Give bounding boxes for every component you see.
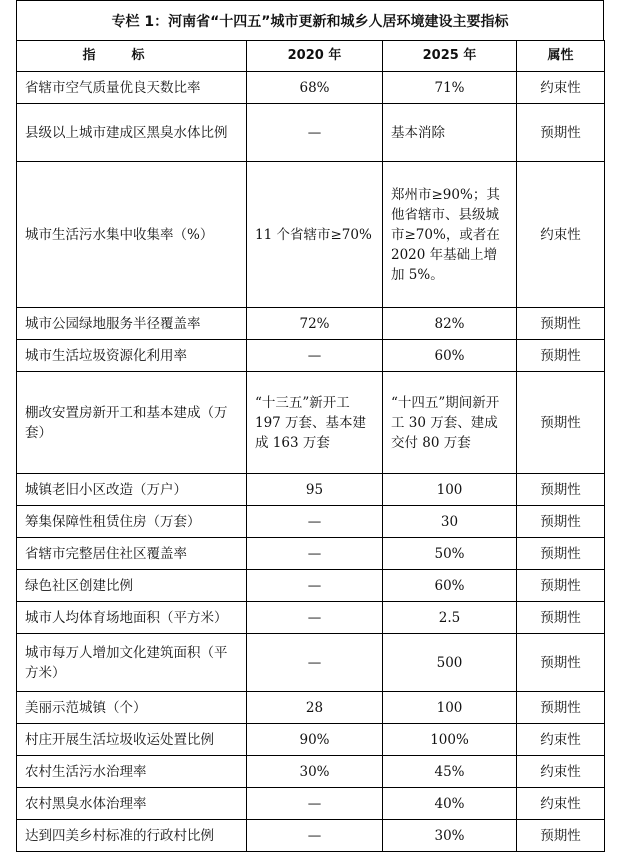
value-2025: 2.5 bbox=[383, 602, 517, 634]
value-2020: 28 bbox=[247, 692, 383, 724]
table-row bbox=[17, 506, 605, 538]
attribute: 约束性 bbox=[517, 724, 605, 756]
indicator-name: 城市公园绿地服务半径覆盖率 bbox=[17, 308, 247, 340]
value-2020: — bbox=[247, 538, 383, 570]
table-row bbox=[17, 634, 605, 692]
table-row bbox=[17, 474, 605, 506]
value-2020: 68% bbox=[247, 72, 383, 104]
value-2025: 30 bbox=[383, 506, 517, 538]
value-2020: — bbox=[247, 788, 383, 820]
header-indicator: 指标 bbox=[17, 41, 247, 72]
value-2025: 100% bbox=[383, 724, 517, 756]
table-row bbox=[17, 308, 605, 340]
indicator-name: 美丽示范城镇（个） bbox=[17, 692, 247, 724]
value-2020: — bbox=[247, 104, 383, 162]
value-2020: 11 个省辖市≥70% bbox=[247, 162, 383, 308]
indicator-name: 县级以上城市建成区黑臭水体比例 bbox=[17, 104, 247, 162]
value-2020: 95 bbox=[247, 474, 383, 506]
attribute: 预期性 bbox=[517, 372, 605, 474]
value-2025: 100 bbox=[383, 474, 517, 506]
indicator-name: 农村生活污水治理率 bbox=[17, 756, 247, 788]
value-2020: — bbox=[247, 634, 383, 692]
table-row bbox=[17, 724, 605, 756]
indicator-name: 棚改安置房新开工和基本建成（万套） bbox=[17, 372, 247, 474]
table-row bbox=[17, 692, 605, 724]
indicator-name: 城市每万人增加文化建筑面积（平方米） bbox=[17, 634, 247, 692]
value-2020: — bbox=[247, 506, 383, 538]
attribute: 预期性 bbox=[517, 602, 605, 634]
attribute: 约束性 bbox=[517, 72, 605, 104]
attribute: 预期性 bbox=[517, 820, 605, 852]
attribute: 预期性 bbox=[517, 570, 605, 602]
indicator-name: 城市生活污水集中收集率（%） bbox=[17, 162, 247, 308]
value-2025: 60% bbox=[383, 340, 517, 372]
value-2020: — bbox=[247, 570, 383, 602]
attribute: 约束性 bbox=[517, 788, 605, 820]
table-row bbox=[17, 72, 605, 104]
value-2025: 82% bbox=[383, 308, 517, 340]
value-2025: 71% bbox=[383, 72, 517, 104]
value-2025: 30% bbox=[383, 820, 517, 852]
indicator-name: 绿色社区创建比例 bbox=[17, 570, 247, 602]
indicator-name: 省辖市完整居住社区覆盖率 bbox=[17, 538, 247, 570]
value-2025: 60% bbox=[383, 570, 517, 602]
value-2020: — bbox=[247, 820, 383, 852]
header-row bbox=[17, 41, 605, 72]
table-row bbox=[17, 162, 605, 308]
value-2020: “十三五”新开工 197 万套、基本建成 163 万套 bbox=[247, 372, 383, 474]
attribute: 预期性 bbox=[517, 340, 605, 372]
attribute: 预期性 bbox=[517, 538, 605, 570]
attribute: 约束性 bbox=[517, 162, 605, 308]
table-row bbox=[17, 340, 605, 372]
attribute: 预期性 bbox=[517, 104, 605, 162]
table-title: 专栏 1：河南省“十四五”城市更新和城乡人居环境建设主要指标 bbox=[16, 0, 604, 40]
value-2025: 45% bbox=[383, 756, 517, 788]
attribute: 预期性 bbox=[517, 506, 605, 538]
value-2020: 90% bbox=[247, 724, 383, 756]
indicator-name: 农村黑臭水体治理率 bbox=[17, 788, 247, 820]
value-2020: — bbox=[247, 340, 383, 372]
header-attribute: 属性 bbox=[517, 41, 605, 72]
attribute: 预期性 bbox=[517, 474, 605, 506]
indicator-name: 城市生活垃圾资源化利用率 bbox=[17, 340, 247, 372]
value-2025: 郑州市≥90%；其他省辖市、县级城市≥70%，或者在 2020 年基础上增加 5%。 bbox=[383, 162, 517, 308]
table-row bbox=[17, 570, 605, 602]
table-row bbox=[17, 538, 605, 570]
value-2025: 100 bbox=[383, 692, 517, 724]
value-2020: — bbox=[247, 602, 383, 634]
table-row bbox=[17, 820, 605, 852]
value-2025: “十四五”期间新开工 30 万套、建成交付 80 万套 bbox=[383, 372, 517, 474]
attribute: 预期性 bbox=[517, 634, 605, 692]
indicator-name: 城市人均体育场地面积（平方米） bbox=[17, 602, 247, 634]
indicator-name: 达到四美乡村标准的行政村比例 bbox=[17, 820, 247, 852]
value-2020: 30% bbox=[247, 756, 383, 788]
attribute: 预期性 bbox=[517, 692, 605, 724]
value-2025: 500 bbox=[383, 634, 517, 692]
indicator-table bbox=[16, 40, 605, 852]
header-2020: 2020 年 bbox=[247, 41, 383, 72]
indicator-name: 筹集保障性租赁住房（万套） bbox=[17, 506, 247, 538]
value-2025: 基本消除 bbox=[383, 104, 517, 162]
value-2025: 50% bbox=[383, 538, 517, 570]
table-row bbox=[17, 104, 605, 162]
table-row bbox=[17, 788, 605, 820]
indicator-name: 省辖市空气质量优良天数比率 bbox=[17, 72, 247, 104]
table-row bbox=[17, 756, 605, 788]
indicator-name: 村庄开展生活垃圾收运处置比例 bbox=[17, 724, 247, 756]
value-2020: 72% bbox=[247, 308, 383, 340]
attribute: 约束性 bbox=[517, 756, 605, 788]
header-2025: 2025 年 bbox=[383, 41, 517, 72]
table-row bbox=[17, 372, 605, 474]
value-2025: 40% bbox=[383, 788, 517, 820]
indicator-name: 城镇老旧小区改造（万户） bbox=[17, 474, 247, 506]
table-row bbox=[17, 602, 605, 634]
attribute: 预期性 bbox=[517, 308, 605, 340]
